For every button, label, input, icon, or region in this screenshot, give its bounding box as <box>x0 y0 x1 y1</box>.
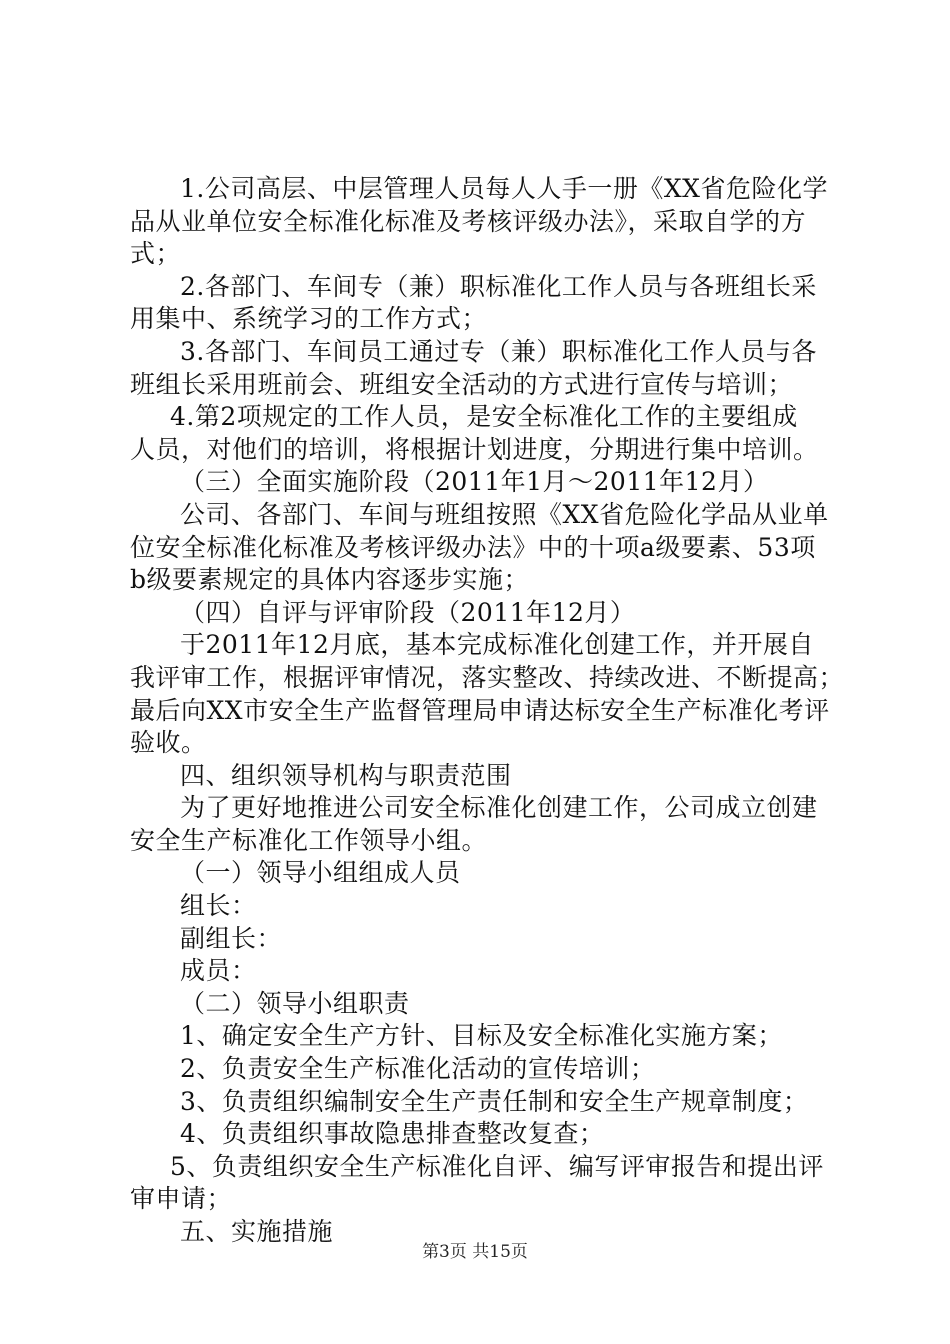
paragraph-line: 2、负责安全生产标准化活动的宣传培训； <box>180 1054 656 1084</box>
paragraph-line: 副组长： <box>180 923 283 953</box>
paragraph-line: 人员，对他们的培训，将根据计划进度，分期进行集中培训。 <box>130 434 819 464</box>
paragraph-line: 班组长采用班前会、班组安全活动的方式进行宣传与培训； <box>130 369 794 399</box>
paragraph-line: 3.各部门、车间员工通过专（兼）职标准化工作人员与各 <box>180 336 817 366</box>
paragraph-line: 安全生产标准化工作领导小组。 <box>130 825 488 855</box>
paragraph-line: 我评审工作，根据评审情况，落实整改、持续改进、不断提高； <box>130 662 845 692</box>
paragraph-line: 式； <box>130 239 182 269</box>
paragraph-line: 位安全标准化标准及考核评级办法》中的十项a级要素、53项 <box>130 532 816 562</box>
section-heading: 四、组织领导机构与职责范围 <box>180 760 512 790</box>
section-heading: 五、实施措施 <box>180 1217 334 1246</box>
paragraph-line: 1、确定安全生产方针、目标及安全标准化实施方案； <box>180 1021 783 1051</box>
paragraph-line: 成员： <box>180 956 257 986</box>
paragraph-line: 审申请； <box>130 1184 233 1214</box>
paragraph-line: 1.公司高层、中层管理人员每人人手一册《XX省危险化学 <box>180 174 828 203</box>
paragraph-line: 4、负责组织事故隐患排查整改复查； <box>180 1119 605 1149</box>
paragraph-line: 3、负责组织编制安全生产责任制和安全生产规章制度； <box>180 1086 809 1116</box>
section-heading: （一）领导小组组成人员 <box>180 858 461 888</box>
paragraph-line: 公司、各部门、车间与班组按照《XX省危险化学品从业单 <box>180 499 829 529</box>
section-heading: （四）自评与评审阶段（2011年12月） <box>180 597 636 627</box>
paragraph-line: 验收。 <box>130 728 207 758</box>
paragraph-line: 品从业单位安全标准化标准及考核评级办法》，采取自学的方 <box>130 206 807 236</box>
paragraph-line: 4.第2项规定的工作人员，是安全标准化工作的主要组成 <box>170 402 798 432</box>
paragraph-line: b级要素规定的具体内容逐步实施； <box>130 565 530 595</box>
section-heading: （三）全面实施阶段（2011年1月～2011年12月） <box>180 467 769 497</box>
paragraph-line: 于2011年12月底，基本完成标准化创建工作，并开展自 <box>180 630 814 660</box>
paragraph-line: 组长： <box>180 891 257 921</box>
paragraph-line: 为了更好地推进公司安全标准化创建工作，公司成立创建 <box>180 793 818 823</box>
paragraph-line: 最后向XX市安全生产监督管理局申请达标安全生产标准化考评 <box>130 695 830 725</box>
section-heading: （二）领导小组职责 <box>180 988 410 1018</box>
page-number: 第3页 共15页 <box>422 1242 528 1262</box>
paragraph-line: 2.各部门、车间专（兼）职标准化工作人员与各班组长采 <box>180 271 817 301</box>
paragraph-line: 5、负责组织安全生产标准化自评、编写评审报告和提出评 <box>170 1151 824 1181</box>
document-body <box>130 173 845 1249</box>
paragraph-line: 用集中、系统学习的工作方式； <box>130 304 488 334</box>
